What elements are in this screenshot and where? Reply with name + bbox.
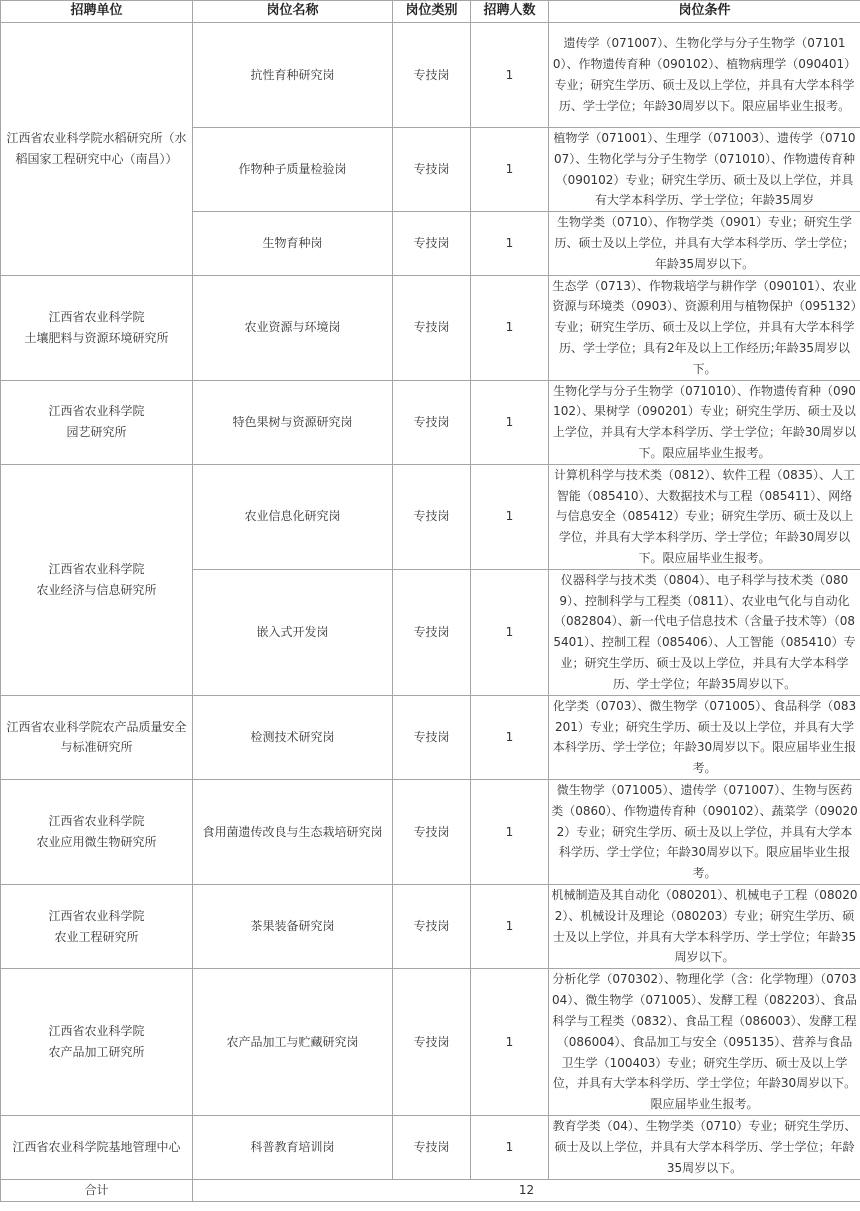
unit-cell: 江西省农业科学院 园艺研究所 [1, 380, 193, 464]
conditions-cell: 教育学类（04）、生物学类（0710）专业；研究生学历、硕士及以上学位，并具有大学本科学历、学士学位；年龄35周岁以下。 [549, 1116, 860, 1179]
category-cell: 专技岗 [393, 779, 471, 884]
table-body [1, 23, 860, 1180]
unit-cell: 江西省农业科学院 土壤肥料与资源环境研究所 [1, 275, 193, 380]
conditions-cell: 微生物学（071005）、遗传学（071007）、生物与医药类（0860）、作物遗传育种（090102）、蔬菜学（090202）专业；研究生学历、硕士及以上学位，并具有大学本科学历、学士学位；年龄30周岁以下。限应届毕业生报考。 [549, 779, 860, 884]
category-cell: 专技岗 [393, 969, 471, 1116]
conditions-cell: 计算机科学与技术类（0812）、软件工程（0835）、人工智能（085410）、大数据技术与工程（085411）、网络与信息安全（085412）专业；研究生学历、硕士及以上学位，并具有大学本科学历、学士学位；年龄30周岁以下。限应届毕业生报考。 [549, 464, 860, 569]
conditions-cell: 植物学（071001）、生理学（071003）、遗传学（071007）、生物化学与分子生物学（071010）、作物遗传育种（090102）专业；研究生学历、硕士及以上学位，并具有大学本科学历、学士学位；年龄35周岁 [549, 128, 860, 212]
table-row [1, 275, 860, 380]
unit-cell: 江西省农业科学院 农业经济与信息研究所 [1, 464, 193, 695]
position-cell: 农业信息化研究岗 [193, 464, 393, 569]
category-cell: 专技岗 [393, 464, 471, 569]
count-cell: 1 [471, 969, 549, 1116]
header-row [1, 1, 860, 23]
total-label: 合计 [1, 1179, 193, 1201]
category-cell: 专技岗 [393, 380, 471, 464]
conditions-cell: 生物学类（0710）、作物学类（0901）专业；研究生学历、硕士及以上学位，并具有大学本科学历、学士学位；年龄35周岁以下。 [549, 212, 860, 275]
category-cell: 专技岗 [393, 128, 471, 212]
position-cell: 检测技术研究岗 [193, 695, 393, 779]
table-row [1, 380, 860, 464]
position-cell: 作物种子质量检验岗 [193, 128, 393, 212]
header-count: 招聘人数 [471, 1, 549, 23]
table-row [1, 23, 860, 128]
position-cell: 食用菌遗传改良与生态栽培研究岗 [193, 779, 393, 884]
position-cell: 茶果装备研究岗 [193, 884, 393, 968]
count-cell: 1 [471, 275, 549, 380]
conditions-cell: 机械制造及其自动化（080201）、机械电子工程（080202）、机械设计及理论（080203）专业；研究生学历、硕士及以上学位，并具有大学本科学历、学士学位；年龄35周岁以下。 [549, 884, 860, 968]
table-row [1, 969, 860, 1116]
count-cell: 1 [471, 128, 549, 212]
category-cell: 专技岗 [393, 23, 471, 128]
table-row [1, 1116, 860, 1179]
conditions-cell: 仪器科学与技术类（0804）、电子科学与技术类（0809）、控制科学与工程类（0811）、农业电气化与自动化（082804）、新一代电子信息技术（含量子技术等）（085401）、控制工程（085406）、人工智能（085410）专业；研究生学历、硕士及以上学位，并具有大学本科学历、学士学位；年龄35周岁以下。 [549, 569, 860, 695]
position-cell: 科普教育培训岗 [193, 1116, 393, 1179]
conditions-cell: 生态学（0713）、作物栽培学与耕作学（090101）、农业资源与环境类（0903）、资源利用与植物保护（095132）专业；研究生学历、硕士及以上学位，并具有大学本科学历、学士学位；具有2年及以上工作经历;年龄35周岁以下。 [549, 275, 860, 380]
position-cell: 农产品加工与贮藏研究岗 [193, 969, 393, 1116]
category-cell: 专技岗 [393, 275, 471, 380]
count-cell: 1 [471, 23, 549, 128]
category-cell: 专技岗 [393, 569, 471, 695]
category-cell: 专技岗 [393, 884, 471, 968]
position-cell: 嵌入式开发岗 [193, 569, 393, 695]
count-cell: 1 [471, 884, 549, 968]
unit-cell: 江西省农业科学院 农业应用微生物研究所 [1, 779, 193, 884]
count-cell: 1 [471, 569, 549, 695]
position-cell: 生物育种岗 [193, 212, 393, 275]
count-cell: 1 [471, 695, 549, 779]
count-cell: 1 [471, 779, 549, 884]
position-cell: 特色果树与资源研究岗 [193, 380, 393, 464]
header-position: 岗位名称 [193, 1, 393, 23]
category-cell: 专技岗 [393, 212, 471, 275]
count-cell: 1 [471, 380, 549, 464]
position-cell: 农业资源与环境岗 [193, 275, 393, 380]
header-category: 岗位类别 [393, 1, 471, 23]
unit-cell: 江西省农业科学院 农业工程研究所 [1, 884, 193, 968]
conditions-cell: 化学类（0703）、微生物学（071005）、食品科学（083201）专业；研究生学历、硕士及以上学位，并具有大学本科学历、学士学位；年龄30周岁以下。限应届毕业生报考。 [549, 695, 860, 779]
header-unit: 招聘单位 [1, 1, 193, 23]
unit-cell: 江西省农业科学院农产品质量安全与标准研究所 [1, 695, 193, 779]
total-row [1, 1179, 860, 1201]
position-cell: 抗性育种研究岗 [193, 23, 393, 128]
category-cell: 专技岗 [393, 1116, 471, 1179]
total-value: 12 [193, 1179, 860, 1201]
unit-cell: 江西省农业科学院水稻研究所（水稻国家工程研究中心（南昌）） [1, 23, 193, 276]
count-cell: 1 [471, 212, 549, 275]
unit-cell: 江西省农业科学院 农产品加工研究所 [1, 969, 193, 1116]
conditions-cell: 生物化学与分子生物学（071010）、作物遗传育种（090102）、果树学（090201）专业；研究生学历、硕士及以上学位，并具有大学本科学历、学士学位；年龄30周岁以下。限应届毕业生报考。 [549, 380, 860, 464]
count-cell: 1 [471, 1116, 549, 1179]
table-row [1, 695, 860, 779]
table-row [1, 884, 860, 968]
conditions-cell: 遗传学（071007）、生物化学与分子生物学（071010）、作物遗传育种（090102）、植物病理学（090401）专业；研究生学历、硕士及以上学位，并具有大学本科学历、学士学位；年龄30周岁以下。限应届毕业生报考。 [549, 23, 860, 128]
header-conditions: 岗位条件 [549, 1, 860, 23]
count-cell: 1 [471, 464, 549, 569]
table-row [1, 779, 860, 884]
unit-cell: 江西省农业科学院基地管理中心 [1, 1116, 193, 1179]
category-cell: 专技岗 [393, 695, 471, 779]
conditions-cell: 分析化学（070302）、物理化学（含：化学物理）（070304）、微生物学（071005）、发酵工程（082203）、食品科学与工程类（0832）、食品工程（086003）、发酵工程（086004）、食品加工与安全（095135）、营养与食品卫生学（100403）专业；研究生学历、硕士及以上学位，并具有大学本科学历、学士学位；年龄30周岁以下。限应届毕业生报考。 [549, 969, 860, 1116]
table-row [1, 464, 860, 569]
